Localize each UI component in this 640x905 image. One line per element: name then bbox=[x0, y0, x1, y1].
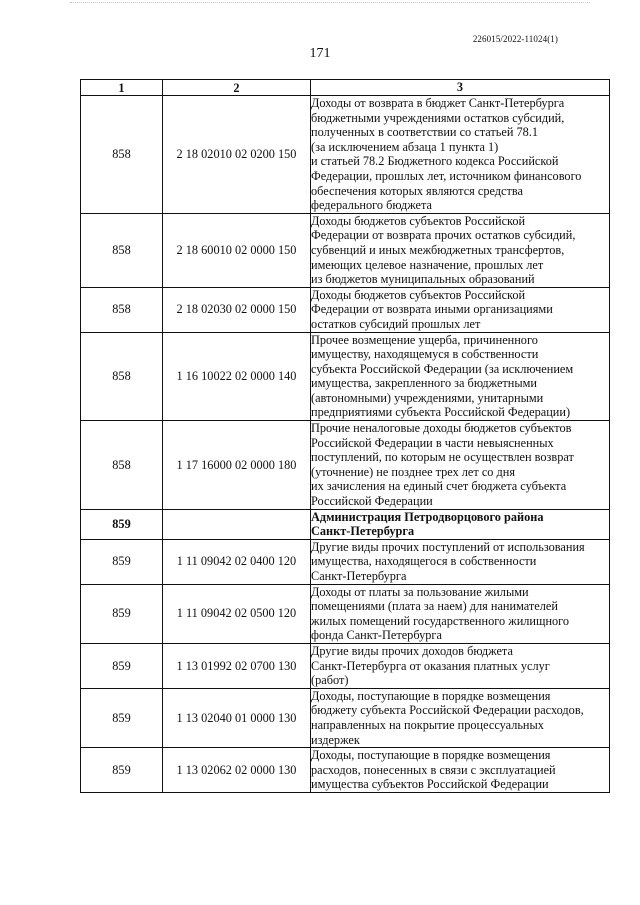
administrator-code-cell: 859 bbox=[81, 539, 163, 584]
description-line: из бюджетов муниципальных образований bbox=[311, 272, 535, 287]
description-line: Другие виды прочих доходов бюджета bbox=[311, 643, 513, 658]
administrator-code-cell: 859 bbox=[81, 748, 163, 793]
administrator-code-cell: 859 bbox=[81, 509, 163, 539]
description-line: предприятиями субъекта Российской Федерации) bbox=[311, 405, 571, 420]
description-line: обеспечения которых являются средства bbox=[311, 183, 523, 198]
description-line: (за исключением абзаца 1 пункта 1) bbox=[311, 139, 499, 154]
revenue-code-cell: 2 18 02010 02 0200 150 bbox=[163, 96, 311, 214]
description-line: Доходы бюджетов субъектов Российской bbox=[311, 287, 526, 302]
column-header-3: 3 bbox=[311, 80, 610, 96]
revenue-codes-table bbox=[80, 79, 610, 793]
description-line: имущества, закрепленного за бюджетными bbox=[311, 376, 538, 391]
description-line: бюджетными учреждениями остатков субсидий, bbox=[311, 110, 565, 125]
revenue-code-cell: 1 13 02062 02 0000 130 bbox=[163, 748, 311, 793]
description-line: их зачисления на единый счет бюджета субъекта bbox=[311, 479, 567, 494]
table-row bbox=[81, 643, 610, 688]
column-header-2: 2 bbox=[163, 80, 311, 96]
revenue-description-cell bbox=[311, 421, 610, 510]
administrator-code-cell: 858 bbox=[81, 213, 163, 287]
top-edge-line bbox=[70, 2, 590, 3]
description-line: Федерации от возврата прочих остатков субсидий, bbox=[311, 228, 576, 243]
column-header-1: 1 bbox=[81, 80, 163, 96]
description-line: поступлений, по которым не осуществлен возврат bbox=[311, 450, 574, 465]
description-line: субвенций и иных межбюджетных трансфертов, bbox=[311, 242, 565, 257]
administrator-code-cell: 859 bbox=[81, 688, 163, 747]
revenue-description-cell bbox=[311, 332, 610, 421]
description-line: Федерации от возврата иными организациями bbox=[311, 302, 553, 317]
administrator-code-cell: 858 bbox=[81, 421, 163, 510]
description-line: Доходы, поступающие в порядке возмещения bbox=[311, 688, 551, 703]
revenue-code-cell: 1 17 16000 02 0000 180 bbox=[163, 421, 311, 510]
description-line: имущества субъектов Российской Федерации bbox=[311, 777, 549, 792]
table-row bbox=[81, 421, 610, 510]
description-line: жилых помещений государственного жилищного bbox=[311, 613, 570, 628]
description-line: Доходы от платы за пользование жилыми bbox=[311, 584, 529, 599]
administrator-code-cell: 859 bbox=[81, 643, 163, 688]
revenue-description-cell bbox=[311, 539, 610, 584]
revenue-code-cell bbox=[163, 509, 311, 539]
page-number: 171 bbox=[309, 46, 331, 61]
description-line: Федерации, прошлых лет, источником финансового bbox=[311, 168, 582, 183]
table-row bbox=[81, 539, 610, 584]
document-code: 226015/2022-11024(1) bbox=[472, 34, 558, 44]
description-line: Администрация Петродворцового района bbox=[311, 509, 544, 524]
revenue-description-cell bbox=[311, 213, 610, 287]
revenue-code-cell: 2 18 02030 02 0000 150 bbox=[163, 287, 311, 332]
description-line: Санкт-Петербурга от оказания платных услуг bbox=[311, 658, 550, 673]
description-line: субъекта Российской Федерации (за исключением bbox=[311, 361, 574, 376]
table-row bbox=[81, 96, 610, 214]
revenue-description-cell bbox=[311, 643, 610, 688]
administrator-code-cell: 858 bbox=[81, 96, 163, 214]
administrator-code-cell: 858 bbox=[81, 332, 163, 421]
description-line: полученных в соответствии со статьей 78.1 bbox=[311, 125, 538, 140]
revenue-description-cell bbox=[311, 748, 610, 793]
description-line: Доходы, поступающие в порядке возмещения bbox=[311, 748, 551, 763]
revenue-description-cell bbox=[311, 509, 610, 539]
section-header-row bbox=[81, 509, 610, 539]
description-line: расходов, понесенных в связи с эксплуатацией bbox=[311, 762, 556, 777]
description-line: остатков субсидий прошлых лет bbox=[311, 316, 481, 331]
revenue-code-cell: 1 11 09042 02 0500 120 bbox=[163, 584, 311, 643]
description-line: Российской Федерации в части невыясненных bbox=[311, 435, 554, 450]
table-row bbox=[81, 213, 610, 287]
description-line: Санкт-Петербурга bbox=[311, 569, 407, 583]
description-line: Прочее возмещение ущерба, причиненного bbox=[311, 332, 538, 347]
description-line: помещениями (плата за наем) для нанимателей bbox=[311, 599, 558, 614]
description-line: имуществу, находящемуся в собственности bbox=[311, 347, 539, 362]
description-line: Российской Федерации bbox=[311, 494, 433, 509]
description-line: бюджету субъекта Российской Федерации расходов, bbox=[311, 703, 584, 718]
revenue-description-cell bbox=[311, 96, 610, 214]
description-line: имущества, находящегося в собственности bbox=[311, 554, 537, 569]
description-line: направленных на покрытие процессуальных bbox=[311, 717, 544, 732]
description-line: издержек bbox=[311, 732, 360, 747]
description-line: (автономными) учреждениями, унитарными bbox=[311, 390, 544, 405]
revenue-description-cell bbox=[311, 287, 610, 332]
description-line: федерального бюджета bbox=[311, 198, 432, 213]
revenue-code-cell: 1 16 10022 02 0000 140 bbox=[163, 332, 311, 421]
table-row bbox=[81, 748, 610, 793]
revenue-code-cell: 1 13 02040 01 0000 130 bbox=[163, 688, 311, 747]
table-body bbox=[81, 80, 610, 793]
revenue-code-cell: 1 13 01992 02 0700 130 bbox=[163, 643, 311, 688]
table-header-row bbox=[81, 80, 610, 96]
description-line: Доходы бюджетов субъектов Российской bbox=[311, 213, 526, 228]
description-line: Другие виды прочих поступлений от использования bbox=[311, 539, 585, 554]
description-line: Прочие неналоговые доходы бюджетов субъектов bbox=[311, 421, 572, 436]
revenue-description-cell bbox=[311, 584, 610, 643]
description-line: (работ) bbox=[311, 673, 349, 688]
revenue-description-cell bbox=[311, 688, 610, 747]
administrator-code-cell: 859 bbox=[81, 584, 163, 643]
administrator-code-cell: 858 bbox=[81, 287, 163, 332]
description-line: фонда Санкт-Петербурга bbox=[311, 628, 442, 643]
description-line: и статьей 78.2 Бюджетного кодекса Российской bbox=[311, 154, 559, 169]
description-line: Доходы от возврата в бюджет Санкт-Петербурга bbox=[311, 96, 565, 110]
revenue-code-cell: 1 11 09042 02 0400 120 bbox=[163, 539, 311, 584]
description-line: имеющих целевое назначение, прошлых лет bbox=[311, 257, 544, 272]
description-line: (уточнение) не позднее трех лет со дня bbox=[311, 464, 516, 479]
revenue-code-cell: 2 18 60010 02 0000 150 bbox=[163, 213, 311, 287]
table-row bbox=[81, 688, 610, 747]
table-row bbox=[81, 287, 610, 332]
table-row bbox=[81, 332, 610, 421]
table-row bbox=[81, 584, 610, 643]
description-line: Санкт-Петербурга bbox=[311, 524, 415, 539]
